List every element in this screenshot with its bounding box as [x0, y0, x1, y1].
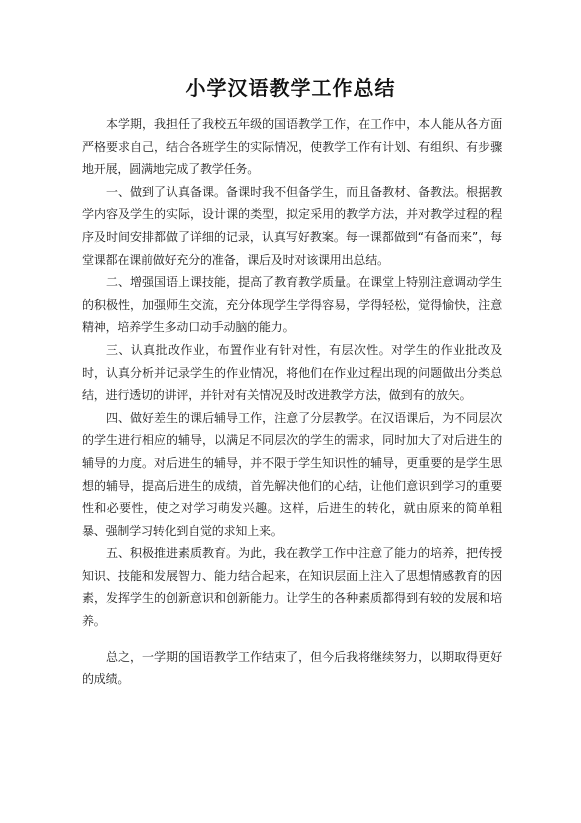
- paragraph-lesson-preparation: 一、做到了认真备课。备课时我不但备学生，而且备教材、备教法。根据教学内容及学生的实际，设计课的类型，拟定采用的教学方法，并对教学过程的程序及时间安排都做了详细的记录，认真写好教案。每一课都做到“有备而来”，每堂课都在课前做好充分的准备，课后及时对该课用出总结。: [82, 184, 502, 267]
- paragraph-homework-correction: 三、认真批改作业，布置作业有针对性，有层次性。对学生的作业批改及时，认真分析并记录学生的作业情况，将他们在作业过程出现的问题做出分类总结，进行透切的讲评，并针对有关情况及时改进教学方法，做到有的放矢。: [82, 342, 502, 403]
- paragraph-tutoring: 四、做好差生的课后辅导工作，注意了分层教学。在汉语课后，为不同层次的学生进行相应的辅导，以满足不同层次的学生的需求，同时加大了对后进生的辅导的力度。对后进生的辅导，并不限于学生知识性的辅导，更重要的是学生思想的辅导，提高后进生的成绩，首先解决他们的心结，让他们意识到学习的重要性和必要性，使之对学习萌发兴趣。这样，后进生的转化，就由原来的简单粗暴、强制学习转化到自觉的求知上来。: [82, 410, 502, 538]
- paragraph-quality-education: 五、积极推进素质教育。为此，我在教学工作中注意了能力的培养，把传授知识、技能和发展智力、能力结合起来，在知识层面上注入了思想情感教育的因素，发挥学生的创新意识和创新能力。让学生的各种素质都得到有较的发展和培养。: [82, 546, 502, 629]
- paragraph-teaching-skills: 二、增强国语上课技能，提高了教育教学质量。在课堂上特别注意调动学生的积极性，加强师生交流，充分体现学生学得容易，学得轻松，觉得愉快，注意精神，培养学生多动口动手动脑的能力。: [82, 275, 502, 335]
- paragraph-closing: 总之，一学期的国语教学工作结束了，但今后我将继续努力，以期取得更好的成绩。: [82, 649, 502, 687]
- document-title: 小学汉语教学工作总结: [185, 76, 396, 100]
- paragraph-intro: 本学期，我担任了我校五年级的国语教学工作，在工作中，本人能从各方面严格要求自己，结合各班学生的实际情况，使教学工作有计划、有组织、有步骤地开展，圆满地完成了教学任务。: [82, 117, 502, 177]
- document-body: [82, 113, 502, 691]
